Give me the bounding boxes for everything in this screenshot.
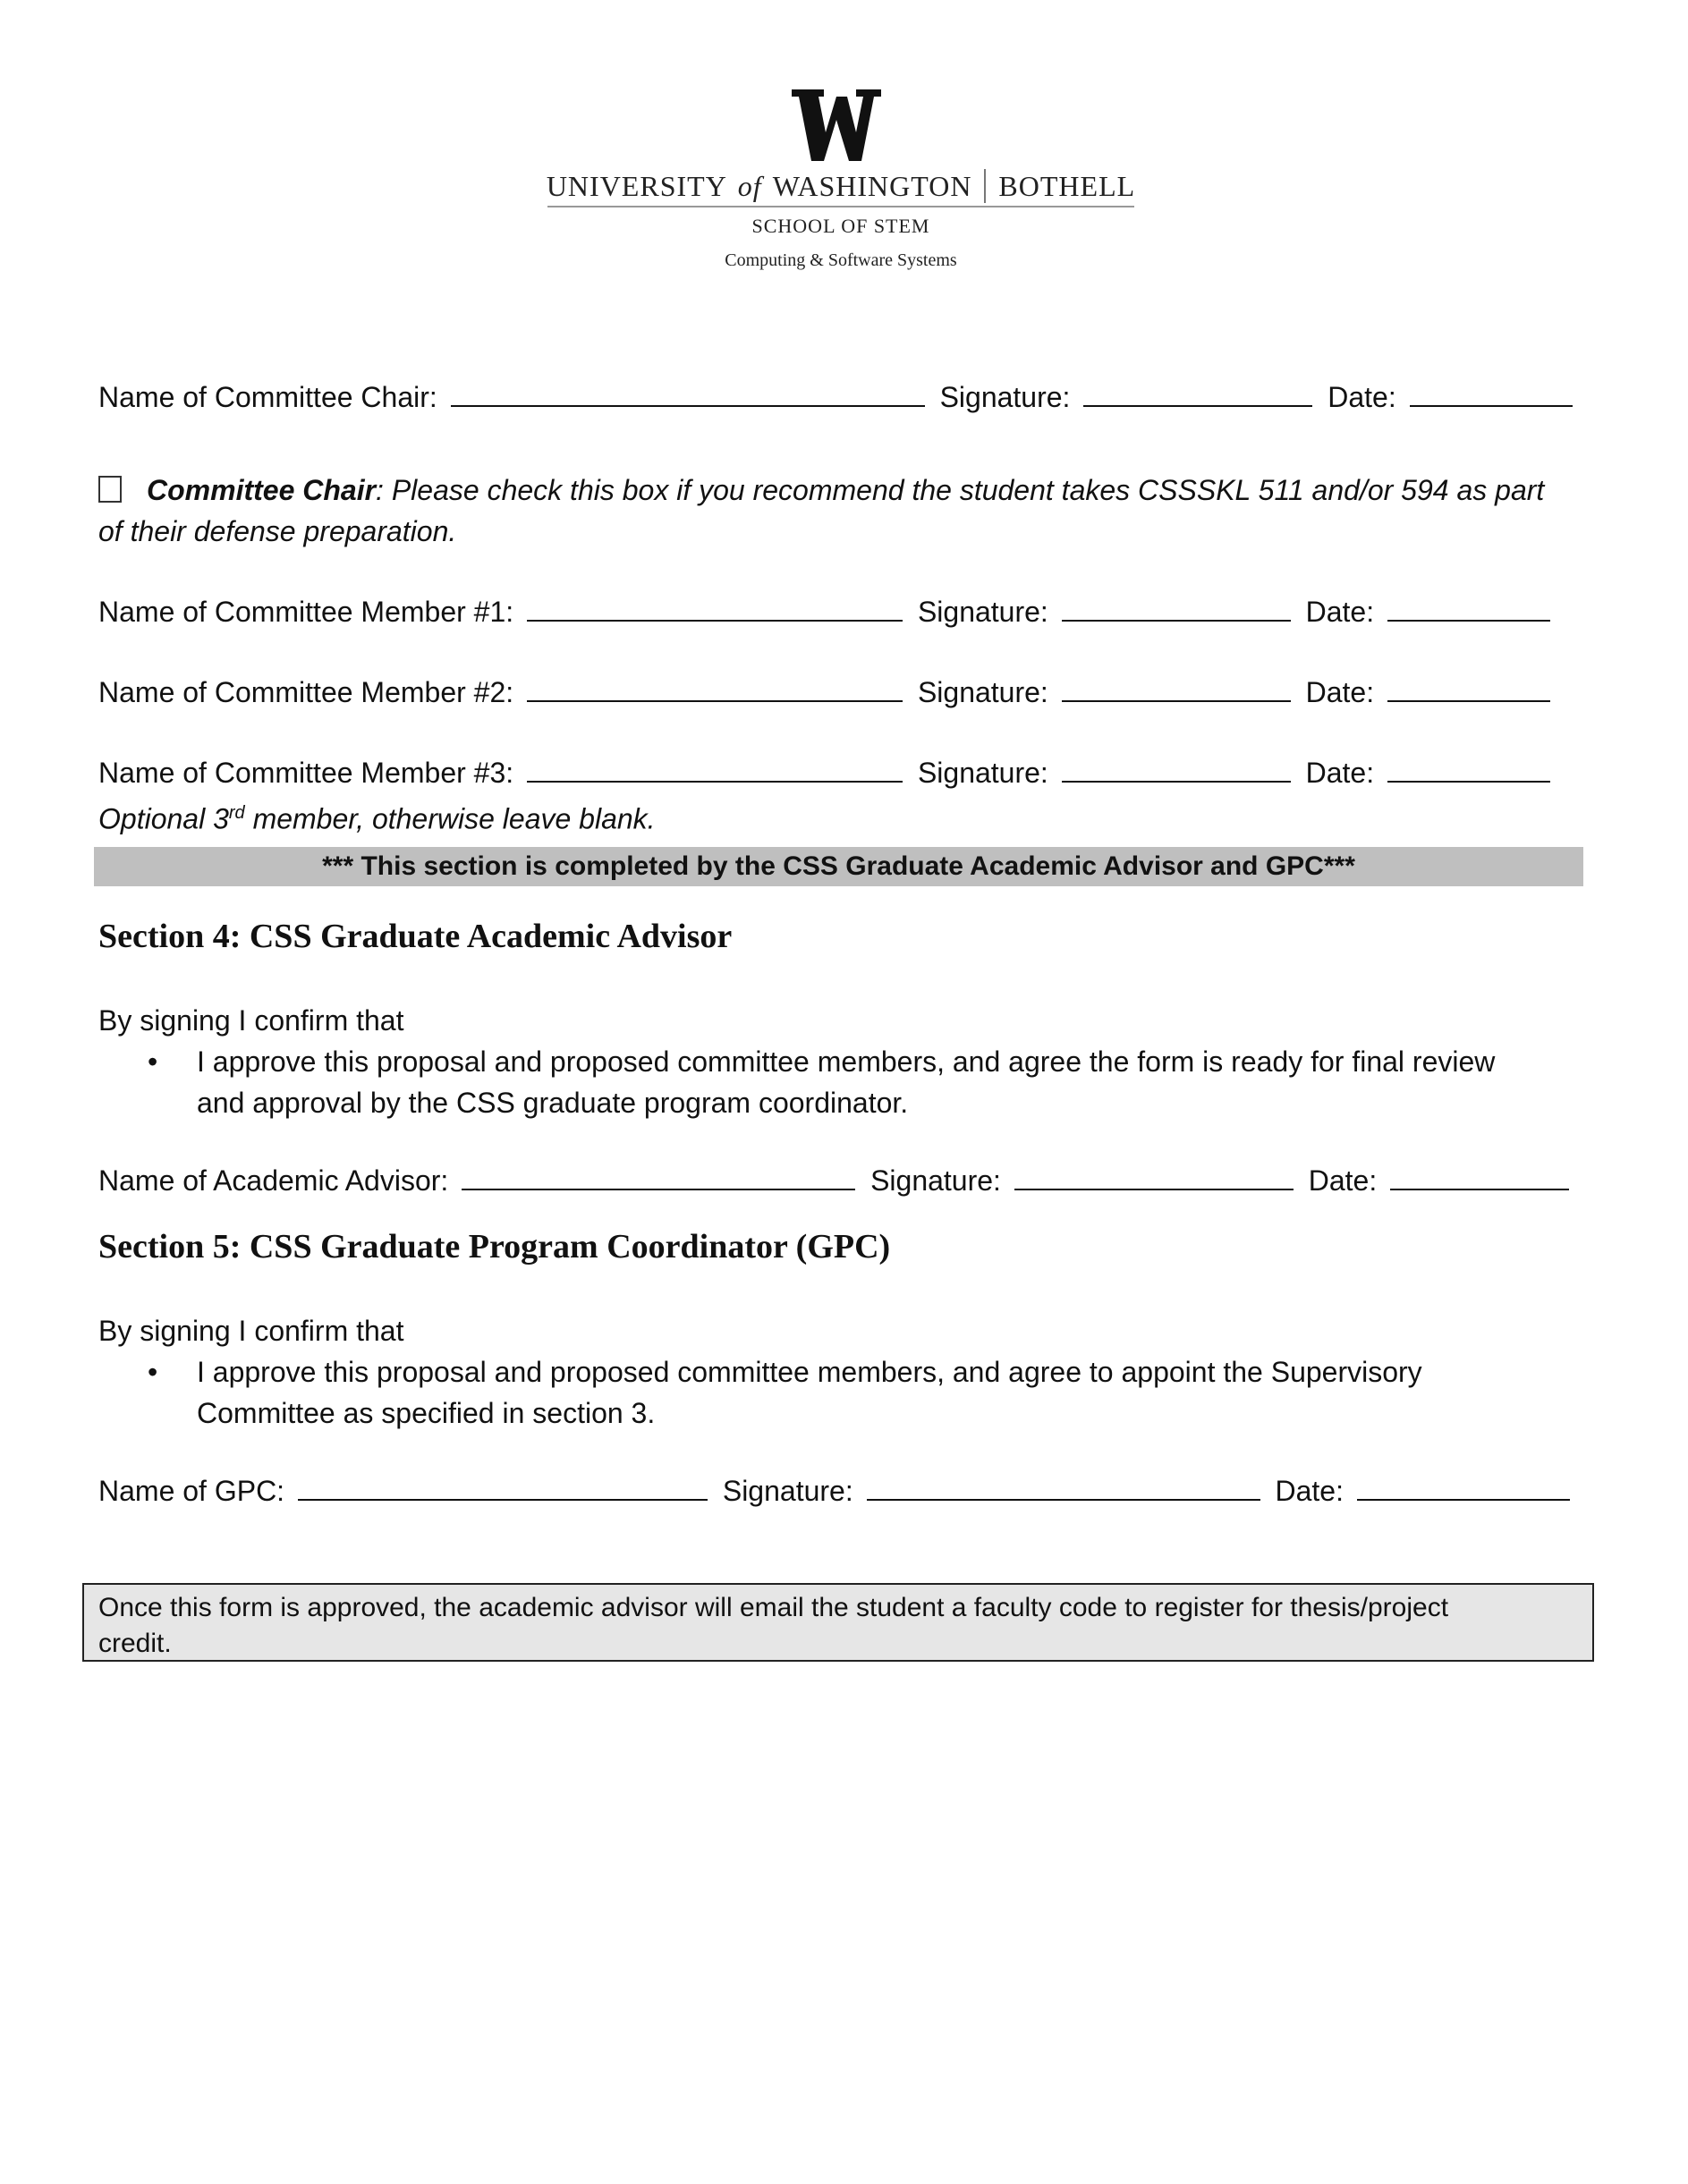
member2-date-field[interactable] bbox=[1387, 675, 1550, 702]
section-5-intro: By signing I confirm that bbox=[98, 1315, 404, 1347]
gpc-date-field[interactable] bbox=[1357, 1474, 1570, 1501]
advisor-signature-field[interactable] bbox=[1014, 1164, 1294, 1190]
committee-member-1-row bbox=[98, 594, 1557, 630]
university-name: UNIVERSITY of WASHINGTON BOTHELL bbox=[546, 169, 1136, 202]
uw-w-logo bbox=[792, 89, 881, 161]
member2-date-label: Date: bbox=[1305, 676, 1375, 708]
section-5-title: Section 5: CSS Graduate Program Coordinator (GPC) bbox=[98, 1228, 891, 1266]
advisor-gpc-banner: *** This section is completed by the CSS Graduate Academic Advisor and GPC*** bbox=[94, 847, 1583, 886]
member2-signature-label: Signature: bbox=[917, 676, 1048, 708]
member1-signature-field[interactable] bbox=[1062, 595, 1291, 622]
gpc-signature-label: Signature: bbox=[722, 1475, 853, 1507]
gpc-row bbox=[98, 1473, 1577, 1509]
section-4-title: Section 4: CSS Graduate Academic Advisor bbox=[98, 918, 733, 955]
committee-member-3-row bbox=[98, 755, 1557, 791]
member3-date-field[interactable] bbox=[1387, 756, 1550, 783]
member3-name-field[interactable] bbox=[527, 756, 903, 783]
member1-name-field[interactable] bbox=[527, 595, 903, 622]
member2-name-field[interactable] bbox=[527, 675, 903, 702]
gpc-name-field[interactable] bbox=[298, 1474, 708, 1501]
chair-date-field[interactable] bbox=[1410, 380, 1573, 407]
member3-signature-label: Signature: bbox=[917, 757, 1048, 789]
member2-name-label: Name of Committee Member #2: bbox=[98, 676, 514, 708]
advisor-name-field[interactable] bbox=[462, 1164, 855, 1190]
committee-member-2-row bbox=[98, 674, 1557, 710]
section-4-intro: By signing I confirm that bbox=[98, 1004, 404, 1037]
chair-recommend-note: Committee Chair: Please check this box if you recommend the student takes CSSSKL 511 and/or 594 as part bbox=[98, 470, 1544, 511]
gpc-date-label: Date: bbox=[1275, 1475, 1344, 1507]
academic-advisor-row bbox=[98, 1163, 1576, 1198]
member1-date-label: Date: bbox=[1305, 596, 1375, 628]
gpc-signature-field[interactable] bbox=[867, 1474, 1260, 1501]
chair-signature-field[interactable] bbox=[1083, 380, 1312, 407]
member3-date-label: Date: bbox=[1305, 757, 1375, 789]
name-divider bbox=[984, 169, 986, 203]
member3-signature-field[interactable] bbox=[1062, 756, 1291, 783]
committee-chair-row bbox=[98, 379, 1580, 415]
optional-member-note: Optional 3rd member, otherwise leave blank. bbox=[98, 802, 656, 835]
advisor-signature-label: Signature: bbox=[870, 1164, 1001, 1197]
form-page: UNIVERSITY of WASHINGTON BOTHELL SCHOOL OF STEM Computing & Software Systems Name of Committee Chair: Signature: Date: Committee Chair: Please check this box if you recommend the student takes CSSSKL 511 and/or 594 as part of their defense preparation. Name of Committee Member #1: Signature: Date: Name of Committee Member #2: Signature: Date: Name of Committee Member #3: Signature: Date: Optional 3rd member, otherwise leave blank. *** This section is completed by the CSS Graduate Academic Advisor and GPC*** Section 4: CSS Graduate Academic Advisor By signing I confirm that • I approve this proposal and proposed committee members, and agree the form is ready for final review and approval by the CSS graduate program coordinator. Name of Academic Advisor: Signature: Date: Section 5: CSS Graduate Program Coordinator (GPC) By signing I confirm that • I approve this proposal and proposed committee members, and agree to appoint the Supervisory Committee as specified in section 3. Name of GPC: Signature: Date: Once this form is approved, the academic advisor will email the student a faculty code to register for thesis/project credit. bbox=[0, 0, 1688, 2184]
school-name: SCHOOL OF STEM bbox=[751, 215, 930, 237]
department-name: Computing & Software Systems bbox=[725, 250, 957, 270]
approval-note-box: Once this form is approved, the academic advisor will email the student a faculty code to register for thesis/project credit. bbox=[82, 1583, 1594, 1662]
member3-name-label: Name of Committee Member #3: bbox=[98, 757, 514, 789]
advisor-name-label: Name of Academic Advisor: bbox=[98, 1164, 449, 1197]
member2-signature-field[interactable] bbox=[1062, 675, 1291, 702]
recommend-checkbox[interactable] bbox=[98, 476, 122, 503]
gpc-name-label: Name of GPC: bbox=[98, 1475, 285, 1507]
member1-date-field[interactable] bbox=[1387, 595, 1550, 622]
header-rule bbox=[547, 206, 1134, 207]
advisor-date-field[interactable] bbox=[1390, 1164, 1569, 1190]
chair-name-field[interactable] bbox=[451, 380, 925, 407]
chair-name-label: Name of Committee Chair: bbox=[98, 381, 437, 413]
member1-name-label: Name of Committee Member #1: bbox=[98, 596, 514, 628]
member1-signature-label: Signature: bbox=[917, 596, 1048, 628]
chair-date-label: Date: bbox=[1327, 381, 1396, 413]
chair-signature-label: Signature: bbox=[939, 381, 1071, 413]
chair-recommend-note-line2: of their defense preparation. bbox=[98, 515, 457, 547]
advisor-date-label: Date: bbox=[1308, 1164, 1378, 1197]
